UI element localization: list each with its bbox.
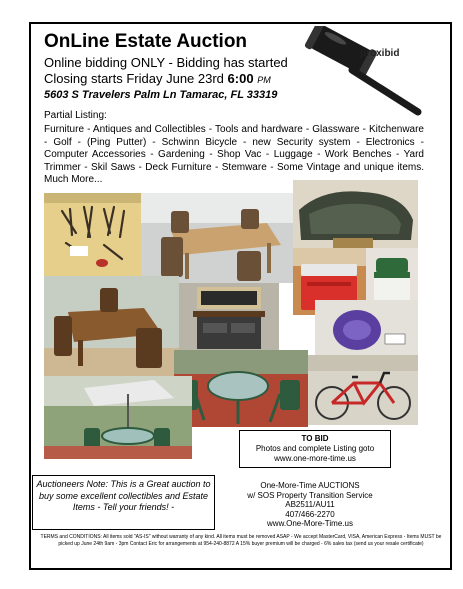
listing-heading: Partial Listing: <box>44 110 107 121</box>
contact-license: AB2511/AU11 <box>285 500 335 509</box>
closing-suffix: PM <box>257 75 271 85</box>
terms-and-conditions: TERMS and CONDITIONS: All items sold "AS-IS" without warranty of any kind. All items must be removed ASAP - We accept MasterCard, VISA, American Express - Items MUST be picked up June 24th 9am - 3pm Contact Eric for arrangements at 954-240-8872 A 15% buyer premium will be charged - 6% sales tax (send us your resale certificate) <box>40 534 442 547</box>
tools-photo <box>44 193 141 276</box>
table-chairs-photo <box>44 276 179 376</box>
proxibid-logo: proxibid <box>360 48 400 59</box>
to-bid-heading: TO BID <box>301 434 329 443</box>
contact-block <box>240 481 380 529</box>
to-bid-line1: Photos and complete Listing goto <box>255 444 375 453</box>
contact-company: One-More-Time AUCTIONS <box>260 481 360 490</box>
closing-prefix: Closing starts Friday June 23rd <box>44 71 228 86</box>
address: 5603 S Travelers Palm Ln Tamarac, FL 33319 <box>44 89 278 101</box>
closing-info <box>44 71 271 86</box>
auctioneers-note: Auctioneers Note: This is a Great auction to buy some excellent collectibles and Estate Items - Tell your friends! - <box>32 475 215 530</box>
to-bid-box <box>239 430 391 468</box>
gavel-icon <box>300 26 430 121</box>
glass-table-photo <box>174 350 308 427</box>
to-bid-link[interactable]: www.one-more-time.us <box>274 454 356 463</box>
listing-text: Furniture - Antiques and Collectibles - Tools and hardware - Glassware - Kitchenware - Golf - (Ping Putter) - Schwinn Bicycle - new Security system - Electronics - Computer Accessories - Gardening - Shop Vac - Luggage - Work Benches - Yard Trimmer - Skil Saws - Deck Furniture - Stemware - Some Vintage and unique items. Much More... <box>44 124 424 186</box>
page-title: OnLine Estate Auction <box>44 31 248 52</box>
workbench-photo <box>179 283 279 353</box>
contact-website[interactable]: www.One-More-Time.us <box>267 519 353 528</box>
contact-service: w/ SOS Property Transition Service <box>247 490 373 500</box>
bicycle-photo <box>308 355 418 425</box>
luggage-photo <box>315 300 418 355</box>
dining-set-photo <box>141 193 293 283</box>
bidding-status: Online bidding ONLY - Bidding has started <box>44 55 288 70</box>
sofa-photo <box>293 180 418 248</box>
contact-phone: 407/466-2270 <box>285 509 335 519</box>
closing-time: 6:00 <box>227 71 254 86</box>
patio-photo <box>44 376 192 459</box>
